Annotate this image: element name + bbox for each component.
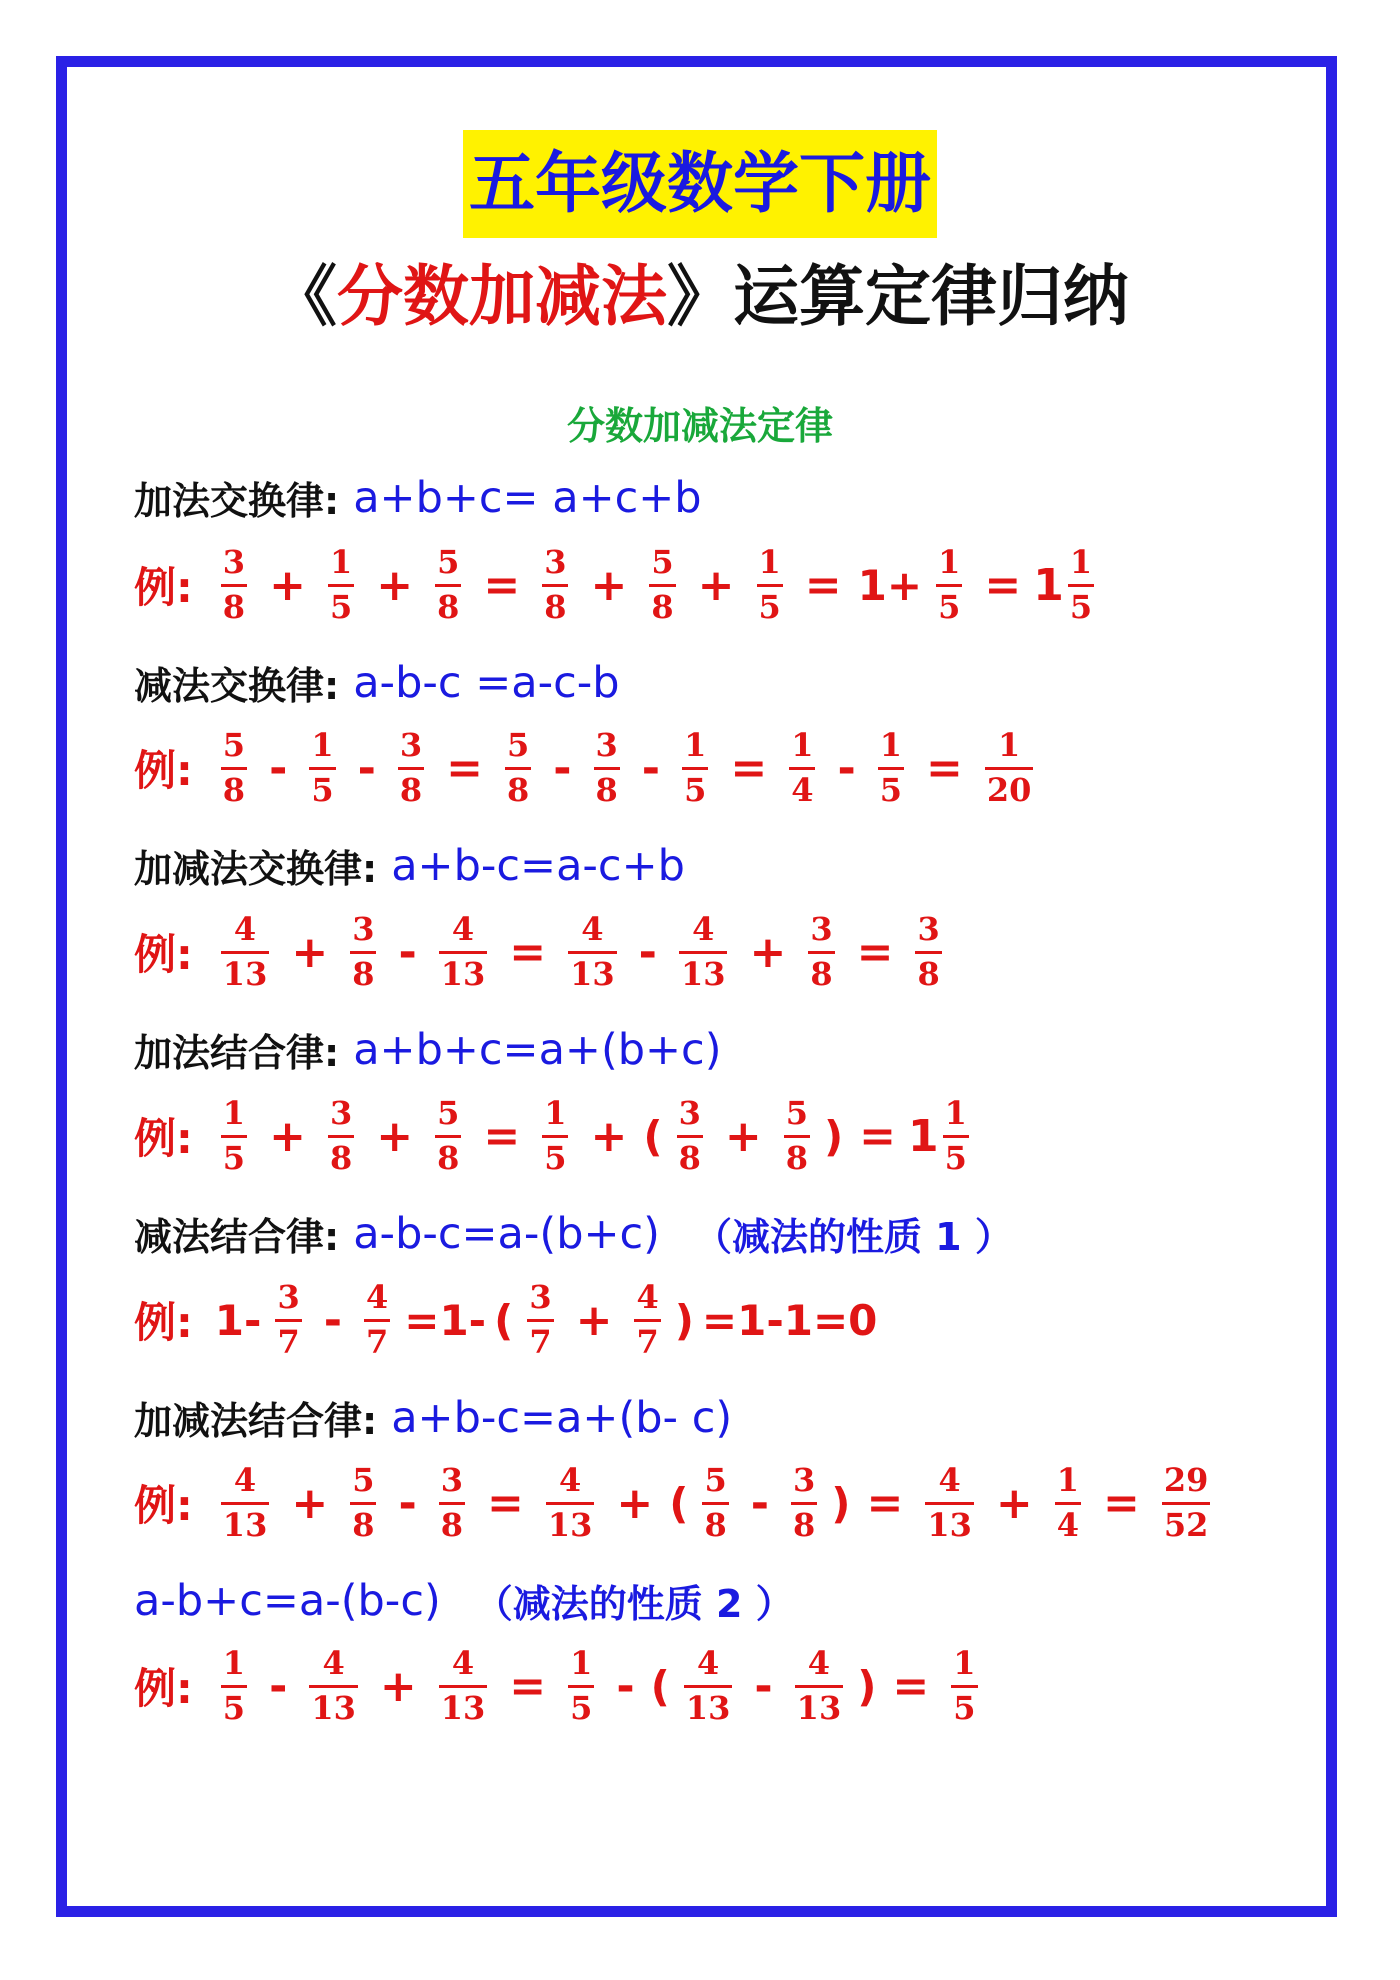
law-row <box>134 470 702 525</box>
law-name: 减法交换律: <box>134 664 340 708</box>
fraction <box>568 909 617 993</box>
operator: = <box>859 1110 897 1162</box>
operator: - <box>398 1477 417 1529</box>
denominator: 7 <box>527 1319 553 1360</box>
operator: - <box>553 742 572 794</box>
fraction <box>439 1460 465 1544</box>
operator: + <box>291 926 329 978</box>
denominator: 8 <box>398 767 424 808</box>
operator: = <box>483 559 521 611</box>
numerator: 4 <box>233 1460 257 1499</box>
law-formula: a+b-c=a-c+b <box>391 840 685 891</box>
numerator: 5 <box>222 725 246 764</box>
fraction <box>634 1277 660 1361</box>
fraction <box>936 542 962 626</box>
denominator: 8 <box>784 1135 810 1176</box>
fraction <box>1068 542 1094 626</box>
fraction <box>435 542 461 626</box>
numerator: 1 <box>570 1643 593 1682</box>
page-subtitle <box>0 252 1400 342</box>
numerator: 4 <box>559 1460 582 1499</box>
example-label: 例: <box>134 1298 193 1347</box>
denominator: 5 <box>328 584 354 625</box>
numerator: 3 <box>222 542 246 581</box>
numerator: 1 <box>544 1093 567 1132</box>
numerator: 4 <box>697 1643 720 1682</box>
example-label: 例: <box>134 1114 193 1163</box>
denominator: 13 <box>679 951 728 992</box>
law-row <box>134 838 685 893</box>
operator: = <box>730 742 768 794</box>
operator: - <box>754 1660 773 1712</box>
operator: + <box>590 1110 628 1162</box>
fraction <box>684 1643 733 1727</box>
denominator: 5 <box>943 1135 969 1176</box>
numerator: 5 <box>651 542 674 581</box>
operator: - <box>398 926 417 978</box>
example-label: 例: <box>134 746 193 795</box>
operator: + <box>590 559 628 611</box>
numerator: 3 <box>595 725 618 764</box>
operator: = <box>984 559 1022 611</box>
operator: = <box>1103 1477 1140 1529</box>
operator: = <box>926 742 963 794</box>
fraction <box>275 1277 301 1361</box>
denominator: 8 <box>677 1135 703 1176</box>
fraction <box>439 1643 488 1727</box>
numerator: 1 <box>1056 1460 1080 1499</box>
numerator: 1 <box>938 542 961 581</box>
numerator: 4 <box>581 909 604 948</box>
denominator: 5 <box>568 1685 594 1726</box>
numerator: 5 <box>785 1093 808 1132</box>
numerator: 4 <box>365 1277 389 1316</box>
numerator: 4 <box>938 1460 961 1499</box>
denominator: 5 <box>221 1685 247 1726</box>
denominator: 13 <box>925 1502 974 1543</box>
operator: = <box>804 559 842 611</box>
fraction <box>757 542 783 626</box>
example-row <box>134 1270 881 1370</box>
denominator: 8 <box>221 584 247 625</box>
operator: + <box>616 1477 654 1529</box>
numerator: 4 <box>451 1643 475 1682</box>
subtitle-close: 》 <box>667 258 733 335</box>
expression-text: ) <box>674 1295 694 1345</box>
operator: = <box>509 1660 547 1712</box>
law-name: 加减法交换律: <box>134 847 378 891</box>
numerator: 29 <box>1163 1460 1209 1499</box>
numerator: 3 <box>810 909 833 948</box>
numerator: 4 <box>322 1643 345 1682</box>
denominator: 8 <box>328 1135 354 1176</box>
fraction <box>542 1093 568 1177</box>
fraction <box>221 542 247 626</box>
fraction <box>808 909 834 993</box>
fraction <box>221 1093 247 1177</box>
subtitle-rest: 运算定律归纳 <box>733 258 1129 335</box>
section-title: 分数加减法定律 <box>566 404 833 448</box>
law-name: 加减法结合律: <box>134 1399 378 1443</box>
fraction <box>221 1643 247 1727</box>
fraction <box>542 542 568 626</box>
numerator: 3 <box>793 1460 816 1499</box>
fraction <box>1162 1460 1211 1544</box>
fraction <box>328 1093 354 1177</box>
denominator: 13 <box>221 951 270 992</box>
operator: = <box>509 926 547 978</box>
numerator: 3 <box>277 1277 300 1316</box>
operator: + <box>697 559 735 611</box>
operator: - <box>357 742 376 794</box>
operator: = <box>483 1110 521 1162</box>
operator: + <box>376 559 414 611</box>
fraction <box>221 909 270 993</box>
example-label: 例: <box>134 930 193 979</box>
fraction <box>439 909 488 993</box>
expression-text: 1+ <box>857 560 923 610</box>
fraction <box>925 1460 974 1544</box>
numerator: 1 <box>329 542 353 581</box>
fraction <box>951 1643 977 1727</box>
fraction <box>943 1093 969 1177</box>
fraction <box>221 725 247 809</box>
denominator: 5 <box>936 584 962 625</box>
numerator: 1 <box>311 725 334 764</box>
example-row <box>134 1453 1220 1553</box>
numerator: 4 <box>233 909 257 948</box>
operator: + <box>749 926 787 978</box>
denominator: 13 <box>568 951 617 992</box>
numerator: 1 <box>222 1093 246 1132</box>
expression-text: =1-1=0 <box>701 1295 878 1345</box>
example-row <box>134 902 952 1002</box>
denominator: 5 <box>309 767 335 808</box>
denominator: 8 <box>435 584 461 625</box>
example-row <box>134 1086 979 1186</box>
fraction <box>795 1643 844 1727</box>
fraction <box>546 1460 595 1544</box>
operator: = <box>866 1477 904 1529</box>
denominator: 5 <box>878 767 904 808</box>
example-label: 例: <box>134 1481 193 1530</box>
law-name: 加法结合律: <box>134 1031 340 1075</box>
whole-part: 1 <box>908 1110 939 1162</box>
page-title: 五年级数学下册 <box>463 130 937 238</box>
numerator: 3 <box>440 1460 463 1499</box>
fraction <box>784 1093 810 1177</box>
fraction <box>791 1460 817 1544</box>
law-row <box>134 1390 732 1445</box>
law-row <box>134 1022 721 1077</box>
denominator: 8 <box>542 584 568 625</box>
example-label: 例: <box>134 563 193 612</box>
denominator: 52 <box>1162 1502 1211 1543</box>
numerator: 1 <box>758 542 781 581</box>
numerator: 5 <box>437 1093 460 1132</box>
denominator: 5 <box>951 1685 977 1726</box>
denominator: 20 <box>985 767 1034 808</box>
denominator: 5 <box>757 584 783 625</box>
fraction <box>679 909 728 993</box>
numerator: 1 <box>791 725 814 764</box>
numerator: 5 <box>704 1460 727 1499</box>
denominator: 13 <box>439 1685 488 1726</box>
operator: + <box>379 1660 417 1712</box>
numerator: 1 <box>953 1643 976 1682</box>
denominator: 13 <box>221 1502 270 1543</box>
example-row <box>134 718 1043 818</box>
denominator: 8 <box>439 1502 465 1543</box>
operator: + <box>269 1110 306 1162</box>
law-name: 加法交换律: <box>134 479 340 523</box>
operator: - <box>638 926 657 978</box>
law-formula: a+b+c= a+c+b <box>353 472 702 523</box>
law-formula: a-b-c=a-(b+c) <box>353 1208 660 1259</box>
expression-text: ( <box>643 1111 663 1161</box>
fraction <box>309 1643 358 1727</box>
numerator: 3 <box>544 542 567 581</box>
operator: - <box>750 1477 770 1529</box>
denominator: 5 <box>682 767 708 808</box>
fraction <box>350 909 376 993</box>
operator: + <box>376 1110 414 1162</box>
denominator: 5 <box>221 1135 247 1176</box>
denominator: 8 <box>435 1135 461 1176</box>
expression-text: =1- <box>404 1295 487 1345</box>
numerator: 1 <box>998 725 1021 764</box>
law-formula: a-b-c =a-c-b <box>353 657 620 708</box>
law-formula: a+b-c=a+(b- c) <box>391 1392 733 1443</box>
denominator: 5 <box>1068 584 1094 625</box>
numerator: 3 <box>399 725 423 764</box>
fraction <box>328 542 354 626</box>
fraction <box>594 725 620 809</box>
fraction <box>1055 1460 1081 1544</box>
fraction <box>435 1093 461 1177</box>
fraction <box>915 909 941 993</box>
numerator: 4 <box>692 909 715 948</box>
numerator: 5 <box>437 542 460 581</box>
operator: - <box>269 742 288 794</box>
expression-text: ( <box>494 1295 514 1345</box>
fraction <box>398 725 424 809</box>
fraction <box>350 1460 376 1544</box>
operator: + <box>724 1110 762 1162</box>
denominator: 8 <box>350 951 376 992</box>
denominator: 4 <box>789 767 815 808</box>
denominator: 8 <box>350 1502 376 1543</box>
numerator: 1 <box>1069 542 1093 581</box>
operator: - <box>616 1660 635 1712</box>
denominator: 13 <box>439 951 488 992</box>
fraction <box>505 725 531 809</box>
denominator: 7 <box>364 1319 390 1360</box>
expression-text: ) <box>823 1111 844 1161</box>
fraction <box>677 1093 703 1177</box>
denominator: 13 <box>795 1685 844 1726</box>
operator: = <box>487 1477 524 1529</box>
denominator: 8 <box>505 767 531 808</box>
law-row <box>134 655 620 710</box>
denominator: 7 <box>634 1319 660 1360</box>
operator: - <box>323 1294 342 1346</box>
fraction <box>364 1277 390 1361</box>
denominator: 8 <box>594 767 620 808</box>
fraction <box>221 1460 270 1544</box>
expression-text: 1- <box>214 1295 262 1345</box>
denominator: 8 <box>221 767 247 808</box>
operator: - <box>269 1660 288 1712</box>
title-wrap <box>0 130 1400 238</box>
numerator: 5 <box>507 725 530 764</box>
operator: + <box>269 559 306 611</box>
example-row <box>134 535 1104 635</box>
denominator: 8 <box>808 951 834 992</box>
operator: + <box>291 1477 329 1529</box>
fraction <box>649 542 675 626</box>
example-label: 例: <box>134 1664 193 1713</box>
law-formula: a-b+c=a-(b-c) <box>134 1575 441 1626</box>
numerator: 1 <box>879 725 902 764</box>
fraction <box>309 725 335 809</box>
numerator: 4 <box>451 909 475 948</box>
operator: = <box>856 926 894 978</box>
expression-text: ( <box>650 1661 670 1711</box>
fraction <box>985 725 1034 809</box>
law-formula: a+b+c=a+(b+c) <box>353 1024 722 1075</box>
numerator: 1 <box>944 1093 967 1132</box>
law-row <box>134 1206 1013 1261</box>
denominator: 7 <box>275 1319 301 1360</box>
operator: = <box>892 1660 930 1712</box>
operator: + <box>575 1294 613 1346</box>
expression-text: ) <box>857 1661 877 1711</box>
operator: - <box>641 742 661 794</box>
fraction <box>789 725 815 809</box>
mixed-number <box>908 1093 979 1177</box>
law-row <box>134 1573 794 1628</box>
fraction <box>568 1643 594 1727</box>
numerator: 5 <box>352 1460 375 1499</box>
numerator: 4 <box>636 1277 659 1316</box>
law-note: （减法的性质 1 ） <box>693 1215 1013 1259</box>
numerator: 3 <box>529 1277 552 1316</box>
numerator: 3 <box>329 1093 353 1132</box>
denominator: 13 <box>684 1685 733 1726</box>
operator: - <box>837 742 856 794</box>
numerator: 3 <box>352 909 375 948</box>
operator: = <box>446 742 483 794</box>
law-name: 减法结合律: <box>134 1215 340 1259</box>
expression-text: ) <box>831 1478 851 1528</box>
fraction <box>878 725 904 809</box>
numerator: 3 <box>678 1093 701 1132</box>
subtitle-open: 《 <box>271 258 337 335</box>
subtitle-topic: 分数加减法 <box>337 258 667 335</box>
denominator: 13 <box>309 1685 358 1726</box>
operator: + <box>995 1477 1033 1529</box>
numerator: 3 <box>917 909 940 948</box>
whole-part: 1 <box>1033 559 1064 611</box>
denominator: 8 <box>791 1502 817 1543</box>
law-note: （减法的性质 2 ） <box>474 1582 794 1626</box>
denominator: 13 <box>546 1502 595 1543</box>
denominator: 8 <box>702 1502 728 1543</box>
fraction <box>527 1277 553 1361</box>
denominator: 4 <box>1055 1502 1081 1543</box>
mixed-number <box>1033 542 1104 626</box>
expression-text: ( <box>669 1478 689 1528</box>
fraction <box>702 1460 728 1544</box>
denominator: 5 <box>542 1135 568 1176</box>
numerator: 1 <box>684 725 707 764</box>
denominator: 8 <box>915 951 941 992</box>
numerator: 4 <box>807 1643 831 1682</box>
numerator: 1 <box>222 1643 246 1682</box>
fraction <box>682 725 708 809</box>
example-row <box>134 1636 988 1736</box>
denominator: 8 <box>649 584 675 625</box>
